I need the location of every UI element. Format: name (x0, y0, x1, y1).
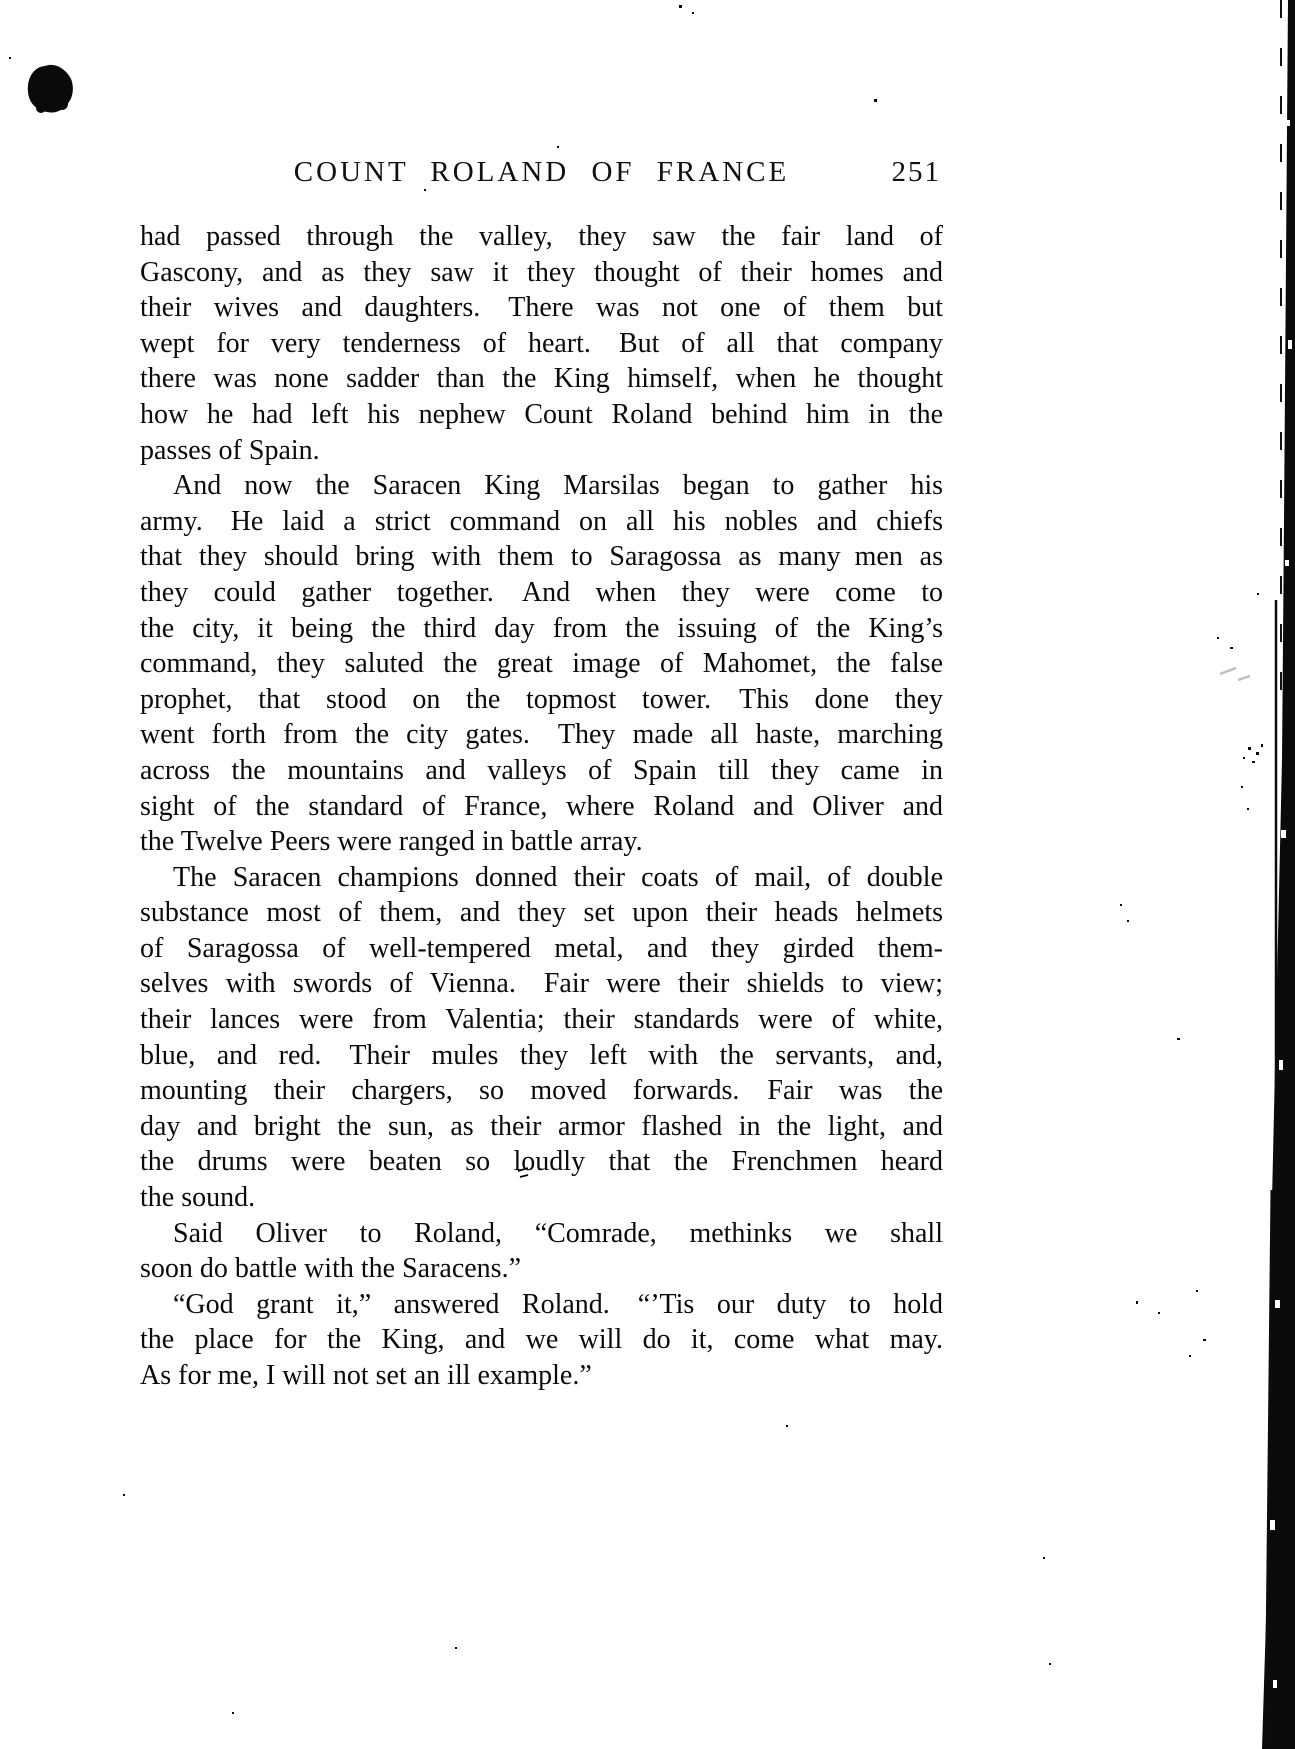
text-line: And now the Saracen King Marsilas began to gather his (173, 470, 943, 502)
text-line: “God grant it,” answered Roland. “’Tis our duty to hold (173, 1288, 943, 1320)
text-line: day and bright the sun, as their armor flashed in the light, and (140, 1110, 943, 1142)
text-line: As for me, I will not set an ill example.” (140, 1360, 592, 1391)
text-line: command, they saluted the great image of Mahomet, the false (140, 648, 943, 680)
text-line: the drums were beaten so loudly that the Frenchmen heard (140, 1146, 943, 1178)
text-line: that they should bring with them to Saragossa as many men as (140, 541, 943, 573)
text-line: how he had left his nephew Count Roland behind him in the (140, 398, 943, 430)
text-line: sight of the standard of France, where Roland and Oliver and (140, 790, 943, 822)
text-line: the sound. (140, 1182, 256, 1214)
running-title: COUNT ROLAND OF FRANCE (293, 156, 790, 188)
text-line: the place for the King, and we will do it, come what may. (140, 1324, 943, 1356)
text-line: substance most of them, and they set upon their heads helmets (140, 897, 943, 929)
text-line: army. He laid a strict command on all his nobles and chiefs (140, 505, 943, 537)
text-line: passes of Spain. (140, 434, 320, 466)
text-line: their wives and daughters. There was not one of them but (140, 292, 943, 324)
page-header (140, 156, 943, 194)
text-line: blue, and red. Their mules they left with the servants, and, (140, 1039, 943, 1071)
text-line: selves with swords of Vienna. Fair were their shields to view; (140, 968, 943, 1000)
text-line: there was none sadder than the King himself, when he thought (140, 363, 943, 395)
smudge-mark (1220, 668, 1250, 680)
text-line: wept for very tenderness of heart. But of all that company (140, 327, 943, 359)
text-line: soon do battle with the Saracens.” (140, 1253, 522, 1285)
text-line: across the mountains and valleys of Spain till they came in (140, 754, 943, 786)
ink-blot-icon (28, 65, 73, 113)
text-line: went forth from the city gates. They made all haste, marching (140, 719, 943, 751)
body-text (140, 219, 943, 1394)
text-line: they could gather together. And when they were come to (140, 576, 943, 608)
text-line: Gascony, and as they saw it they thought of their homes and (140, 256, 943, 288)
binding-shadow (1262, 0, 1295, 1749)
text-line: the city, it being the third day from the issuing of the King’s (140, 612, 943, 644)
text-line: had passed through the valley, they saw the fair land of (140, 221, 943, 252)
page-number: 251 (891, 156, 941, 188)
text-line: the Twelve Peers were ranged in battle array. (140, 826, 643, 858)
text-line: Said Oliver to Roland, “Comrade, methinks we shall (173, 1217, 943, 1249)
speckle-cluster (1243, 744, 1263, 763)
text-line: The Saracen champions donned their coats of mail, of double (173, 861, 943, 893)
text-line: mounting their chargers, so moved forwards. Fair was the (140, 1075, 943, 1107)
text-line: prophet, that stood on the topmost tower. This done they (140, 683, 943, 715)
text-line: their lances were from Valentia; their standards were of white, (140, 1004, 943, 1036)
text-line: of Saragossa of well-tempered metal, and they girded them- (140, 932, 943, 964)
